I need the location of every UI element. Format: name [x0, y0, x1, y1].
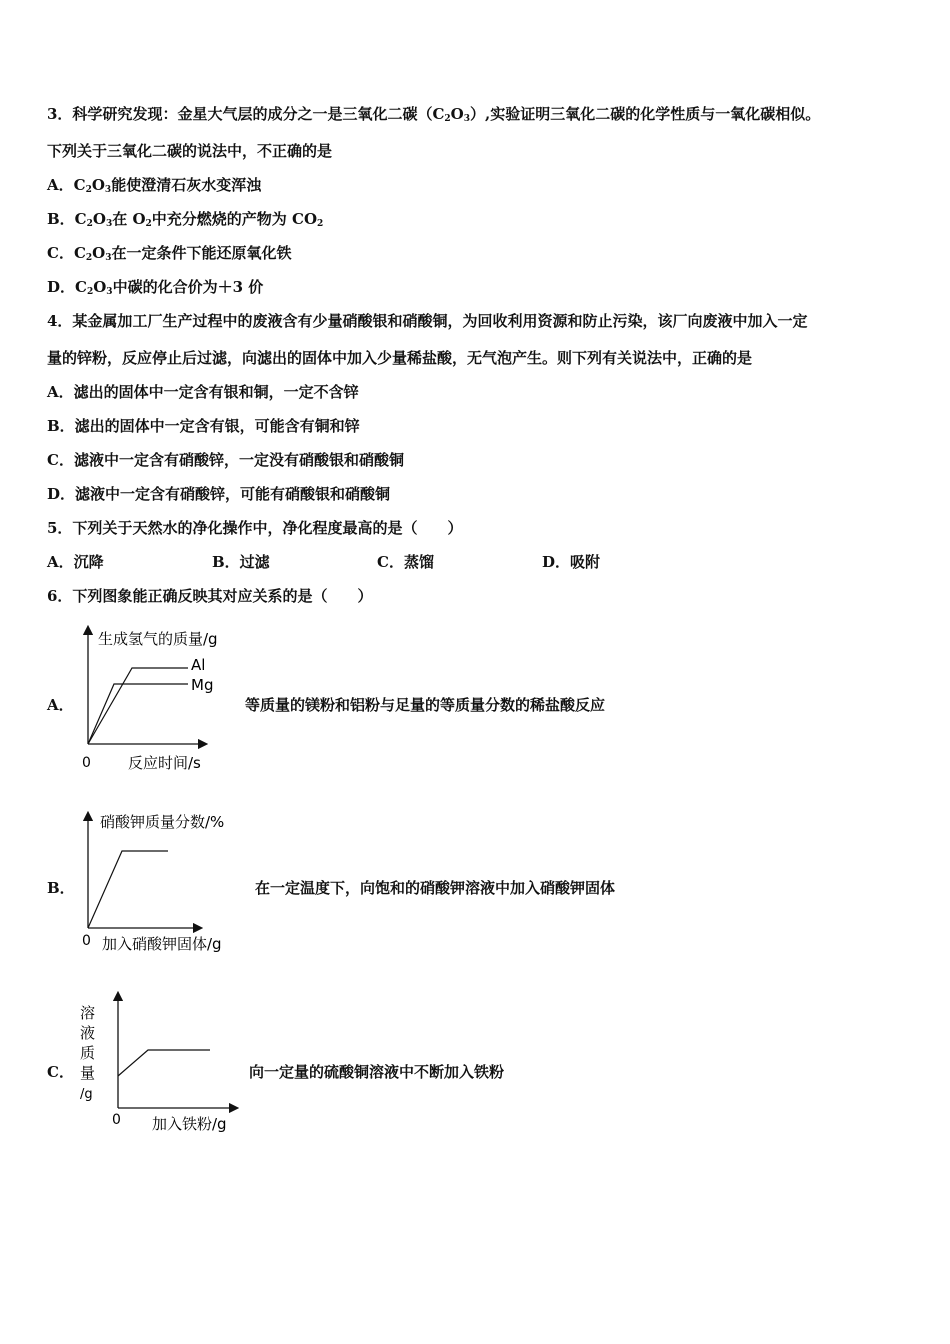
graph-a-xlabel: 反应时间/s — [128, 754, 201, 772]
graph-a-series-mg: Mg — [191, 676, 214, 694]
q4-option-c: C．滤液中一定含有硝酸锌，一定没有硝酸银和硝酸铜 — [47, 451, 404, 469]
graph-a-line-mg — [88, 684, 188, 744]
q3-option-a: A．$C_2O_3$能使澄清石灰水变浑浊 — [47, 176, 262, 195]
q3-option-d: D．$C_2O_3$中碳的化合价为＋3 价 — [47, 278, 264, 297]
graph-c — [76, 990, 256, 1140]
q4-option-b: B．滤出的固体中一定含有银，可能含有铜和锌 — [47, 417, 360, 435]
graph-b-ylabel: 硝酸钾质量分数/% — [100, 813, 225, 831]
q4-option-d: D．滤液中一定含有硝酸锌，可能有硝酸银和硝酸铜 — [47, 485, 391, 503]
q4-stem-line1: 4．某金属加工厂生产过程中的废液含有少量硝酸银和硝酸铜，为回收利用资源和防止污染，该厂向废液中加入一定 — [47, 312, 808, 330]
q6-option-b-description: 在一定温度下，向饱和的硝酸钾溶液中加入硝酸钾固体 — [255, 879, 616, 897]
graph-a-series-al: Al — [191, 656, 206, 674]
graph-c-ylabel-3: 质 — [80, 1044, 96, 1062]
graph-b-origin: 0 — [82, 933, 91, 949]
q4-stem-line2: 量的锌粉，反应停止后过滤，向滤出的固体中加入少量稀盐酸，无气泡产生。则下列有关说法中，正确的是 — [47, 349, 753, 367]
graph-a-ylabel: 生成氢气的质量/g — [98, 630, 218, 648]
q5-option-b: B．过滤 — [212, 553, 270, 571]
q5-option-a: A．沉降 — [47, 553, 104, 571]
graph-a — [78, 622, 248, 777]
graph-c-ylabel-5: /g — [80, 1087, 93, 1102]
graph-b-xlabel: 加入硝酸钾固体/g — [102, 935, 222, 953]
q6-option-a-label: A． — [47, 696, 74, 714]
graph-c-ylabel-2: 液 — [80, 1024, 96, 1042]
graph-b-line — [88, 851, 168, 928]
graph-c-ylabel-1: 溶 — [80, 1004, 96, 1022]
graph-a-origin: 0 — [82, 755, 91, 771]
graph-c-ylabel-4: 量 — [80, 1064, 96, 1082]
q3-stem-line2: 下列关于三氧化二碳的说法中，不正确的是 — [47, 142, 333, 160]
q5-option-c: C．蒸馏 — [377, 553, 434, 571]
graph-b — [78, 808, 253, 958]
q3-stem-line1: 3．科学研究发现：金星大气层的成分之一是三氧化二碳$(C_2O_3)$,实验证明三氧化二碳的化学性质与一氧化碳相似。 — [47, 105, 821, 124]
q3-option-b: B．$C_2O_3$在 $O_2$中充分燃烧的产物为 $CO_2$ — [47, 210, 324, 229]
q6-option-c-description: 向一定量的硫酸铜溶液中不断加入铁粉 — [249, 1063, 505, 1081]
q5-stem: 5．下列关于天然水的净化操作中，净化程度最高的是（ ） — [47, 519, 463, 537]
graph-c-origin: 0 — [112, 1112, 121, 1128]
q6-option-a-description: 等质量的镁粉和铝粉与足量的等质量分数的稀盐酸反应 — [245, 696, 606, 714]
graph-a-line-al — [88, 668, 188, 744]
q4-option-a: A．滤出的固体中一定含有银和铜，一定不含锌 — [47, 383, 359, 401]
q5-option-d: D．吸附 — [542, 553, 601, 571]
q3-option-c: C．$C_2O_3$在一定条件下能还原氧化铁 — [47, 244, 292, 263]
q6-stem: 6．下列图象能正确反映其对应关系的是（ ） — [47, 587, 373, 605]
q6-option-b-label: B． — [47, 879, 75, 897]
graph-c-xlabel: 加入铁粉/g — [152, 1115, 227, 1133]
graph-c-line — [118, 1050, 210, 1076]
q6-option-c-label: C． — [47, 1063, 74, 1081]
